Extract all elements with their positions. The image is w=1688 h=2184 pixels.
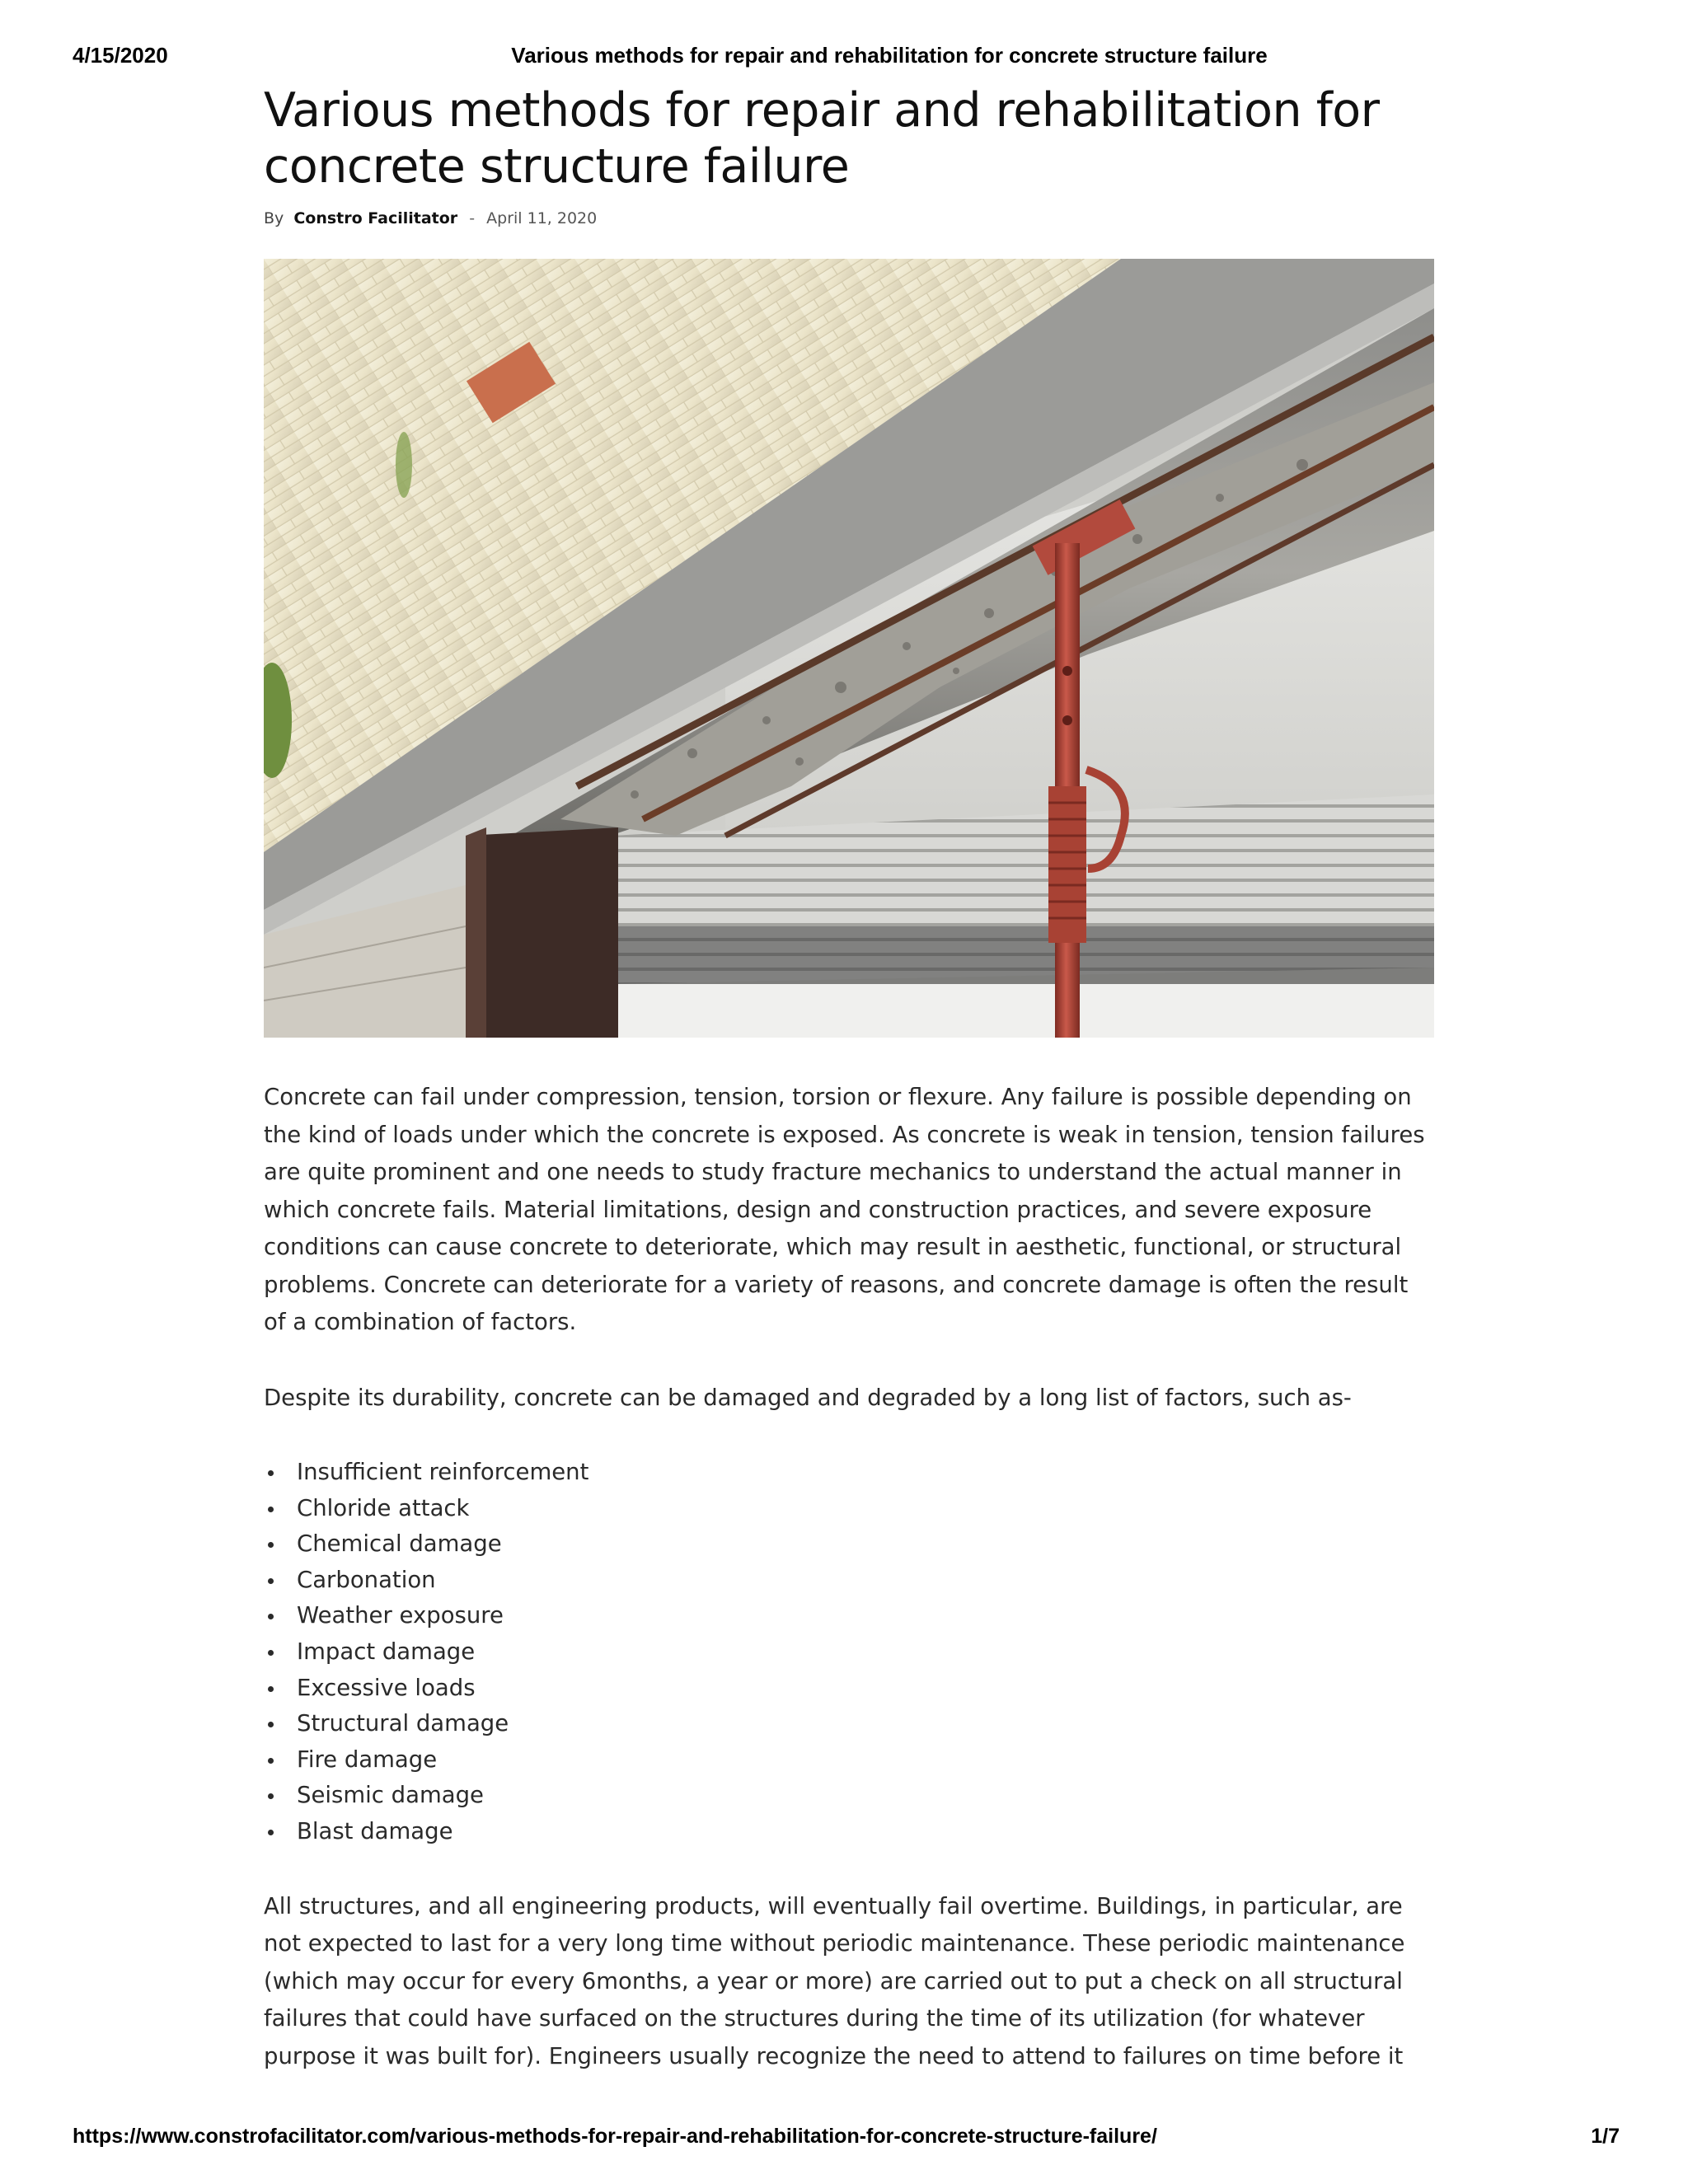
- list-item: Excessive loads: [297, 1671, 1434, 1707]
- hero-image: [264, 259, 1434, 1038]
- byline-separator: -: [469, 209, 476, 227]
- byline-by: By: [264, 209, 284, 227]
- article-title: Various methods for repair and rehabilitation for concrete structure failure: [264, 83, 1380, 194]
- intro-paragraph: Concrete can fail under compression, tension, torsion or flexure. Any failure is possible depending on the kind of loads under which the concrete is exposed. As concrete is weak in tension, tension failures are quite prominent and one needs to study fracture mechanics to understand the actual manner in which concrete fails. Material limitations, design and construction practices, and severe exposure conditions can cause concrete to deteriorate, which may result in aesthetic, functional, or structural problems. Concrete can deteriorate for a variety of reasons, and concrete damage is often the result of a combination of factors.: [264, 1084, 1425, 1335]
- closing-paragraph: All structures, and all engineering products, will eventually fail overtime. Buildings, in particular, are not expected to last for a very long time without periodic maintenance. These periodic maintenance (which may occur for every 6months, a year or more) are carried out to put a check on all structural failures that could have surfaced on the structures during the time of its utilization (for whatever purpose it was built for). Engineers usually recognize the need to attend to failures on time before it: [264, 1892, 1405, 2069]
- article: [264, 82, 1434, 2113]
- list-item: Chloride attack: [297, 1491, 1434, 1527]
- list-item: Weather exposure: [297, 1598, 1434, 1634]
- list-item: Chemical damage: [297, 1526, 1434, 1563]
- page-url[interactable]: https://www.constrofacilitator.com/various-methods-for-repair-and-rehabilitation-for-concrete-structure-failure/: [73, 2125, 1157, 2148]
- print-date: 4/15/2020: [73, 43, 168, 68]
- list-item: Fire damage: [297, 1742, 1434, 1779]
- list-item: Insufficient reinforcement: [297, 1455, 1434, 1491]
- list-item: Carbonation: [297, 1563, 1434, 1599]
- page-number: 1/7: [1591, 2125, 1620, 2148]
- factor-list: [264, 1455, 1434, 1850]
- factors-intro-paragraph: Despite its durability, concrete can be damaged and degraded by a long list of factors, such as-: [264, 1384, 1352, 1411]
- list-item: Structural damage: [297, 1706, 1434, 1742]
- author-link[interactable]: Constro Facilitator: [293, 209, 458, 227]
- list-item: Impact damage: [297, 1634, 1434, 1671]
- list-item: Blast damage: [297, 1814, 1434, 1850]
- print-header: [0, 43, 1688, 73]
- list-item: Seismic damage: [297, 1778, 1434, 1814]
- publish-date: April 11, 2020: [486, 209, 598, 227]
- byline: [264, 209, 1434, 234]
- article-body: [264, 1079, 1434, 2075]
- print-page-title: Various methods for repair and rehabilitation for concrete structure failure: [511, 43, 1268, 68]
